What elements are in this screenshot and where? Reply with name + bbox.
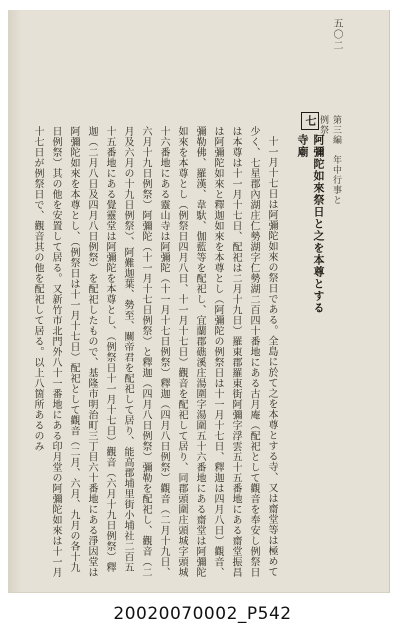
section-number: 七 [301, 112, 319, 130]
section-heading [294, 112, 326, 322]
image-caption: 20020070002_P542 [113, 604, 292, 624]
body-text [32, 126, 280, 581]
running-head: 第三編 年中行事と例祭 [318, 115, 341, 205]
body-paragraph: 十一月十七日は阿彌陀如來の祭日である。全島に於て之を本尊とする寺、又は齋堂等は極めて少く、七星郡內湖庄仁勢湖字仁勢湖二百四十番地にある古月庵（配祀として觀音を奉安し例祭日は本尊は十一月十七日、配祀は二月十九日）羅東郡羅東街阿彌字浮雲五十五番地にある齋堂振昌は阿彌陀如來と釋迦如來を本尊とし（阿彌陀の例祭日は十一月十七日、釋迦は四月八日）觀音、彌勒佛、羅漢、韋馱、伽藍等を配祀し、宜蘭郡礁溪庄湯圍字湯圍五十六番地にある齋堂は阿彌陀如來を本尊とし（例祭日四月八日、十一月十七日）觀音を配祀して居り、同郡頭圍庄頭城字頭城十六番地にある靈山寺は阿彌陀（十一月十七日例祭）釋迦（四月八日例祭）觀音（二月十九日、六月十九日例祭）阿彌陀（十一月十七日例祭）と釋迦（四月八日例祭）彌勒を配祀し、觀音（二月及六月の十九日例祭）、阿難迦葉、勢至、關帝君を配祀して居り、能高郡埔里街小埔社二百五十五番地にある覺靈堂は阿彌陀を本尊とし、（例祭日十一月十七日）觀音（六月十九日例祭）釋迦（二月八日及四月八日例祭）を配祀したもので、基隆市明治町三丁目六十番地にある淨因堂は阿彌陀如來を本尊とし、（例祭日は十一月十七日）配祀として觀音（二月、六月、九月の各十九日例祭）其の他を安置して居る。又新竹市北門外八十一番地にある印月堂の阿彌陀如來は十一月十七日が例祭日で、觀音其の他を配祀して居る。以上八箇所あるのみ [32, 126, 277, 578]
page-gutter-shadow [8, 10, 22, 592]
section-title: 阿彌陀如來祭日と之を本尊とする寺廟 [296, 134, 325, 314]
page-number: 五〇二 [331, 18, 342, 51]
